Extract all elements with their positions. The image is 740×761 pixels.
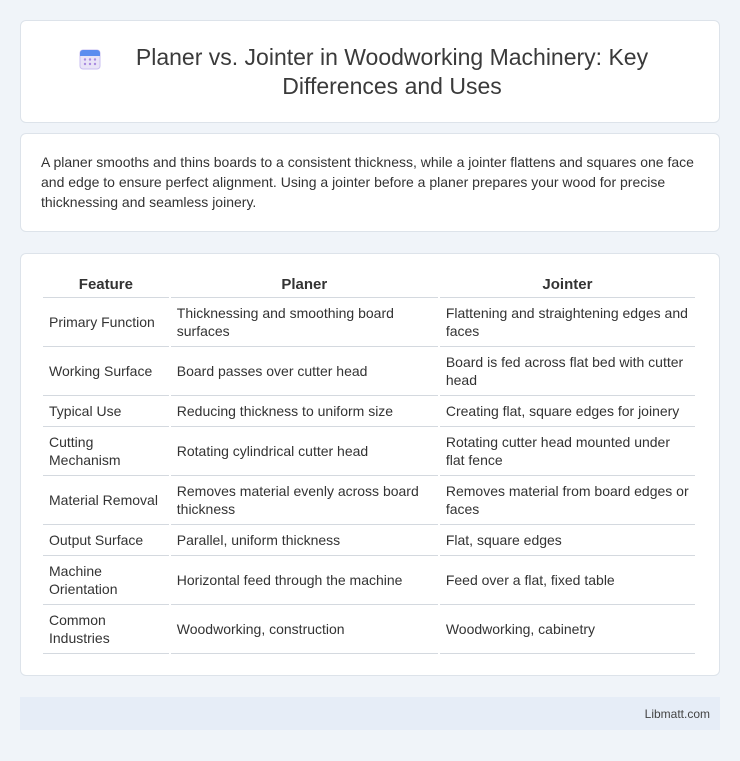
row-planer: Thicknessing and smoothing board surfaces — [171, 298, 438, 347]
page-title: Planer vs. Jointer in Woodworking Machinery: Key Differences and Uses — [135, 43, 649, 99]
row-feature: Typical Use — [43, 396, 169, 427]
header-planer: Planer — [171, 272, 438, 298]
table-row — [43, 347, 695, 396]
row-planer: Parallel, uniform thickness — [171, 525, 438, 556]
table-row — [43, 298, 695, 347]
row-planer: Woodworking, construction — [171, 605, 438, 654]
row-jointer: Woodworking, cabinetry — [440, 605, 695, 654]
row-planer: Horizontal feed through the machine — [171, 556, 438, 605]
row-feature: Output Surface — [43, 525, 169, 556]
row-jointer: Flattening and straightening edges and faces — [440, 298, 695, 347]
row-jointer: Feed over a flat, fixed table — [440, 556, 695, 605]
table-row — [43, 476, 695, 525]
row-feature: Working Surface — [43, 347, 169, 396]
table-row — [43, 427, 695, 476]
row-jointer: Rotating cutter head mounted under flat fence — [440, 427, 695, 476]
row-feature: Machine Orientation — [43, 556, 169, 605]
comparison-card — [20, 253, 720, 676]
row-jointer: Flat, square edges — [440, 525, 695, 556]
row-jointer: Creating flat, square edges for joinery — [440, 396, 695, 427]
header-feature: Feature — [43, 272, 169, 298]
row-feature: Common Industries — [43, 605, 169, 654]
intro-paragraph: A planer smooths and thins boards to a consistent thickness, while a jointer flattens and squares one face and edge to ensure perfect alignment. Using a jointer before a planer prepares your wood for precise thicknessing and seamless joinery. — [41, 154, 694, 210]
title-row — [78, 43, 662, 101]
header-jointer: Jointer — [440, 272, 695, 298]
row-feature: Cutting Mechanism — [43, 427, 169, 476]
row-jointer: Removes material from board edges or faces — [440, 476, 695, 525]
row-feature: Primary Function — [43, 298, 169, 347]
table-header-row — [43, 272, 695, 298]
table-row — [43, 605, 695, 654]
calendar-icon — [78, 47, 102, 71]
row-planer: Board passes over cutter head — [171, 347, 438, 396]
intro-card — [20, 133, 720, 232]
footer-site-link[interactable]: Libmatt.com — [644, 706, 710, 721]
row-feature: Material Removal — [43, 476, 169, 525]
table-row — [43, 396, 695, 427]
table-row — [43, 556, 695, 605]
footer — [20, 697, 720, 730]
row-planer: Rotating cylindrical cutter head — [171, 427, 438, 476]
comparison-table — [41, 272, 697, 654]
table-row — [43, 525, 695, 556]
title-card — [20, 20, 720, 123]
row-jointer: Board is fed across flat bed with cutter head — [440, 347, 695, 396]
row-planer: Removes material evenly across board thickness — [171, 476, 438, 525]
row-planer: Reducing thickness to uniform size — [171, 396, 438, 427]
